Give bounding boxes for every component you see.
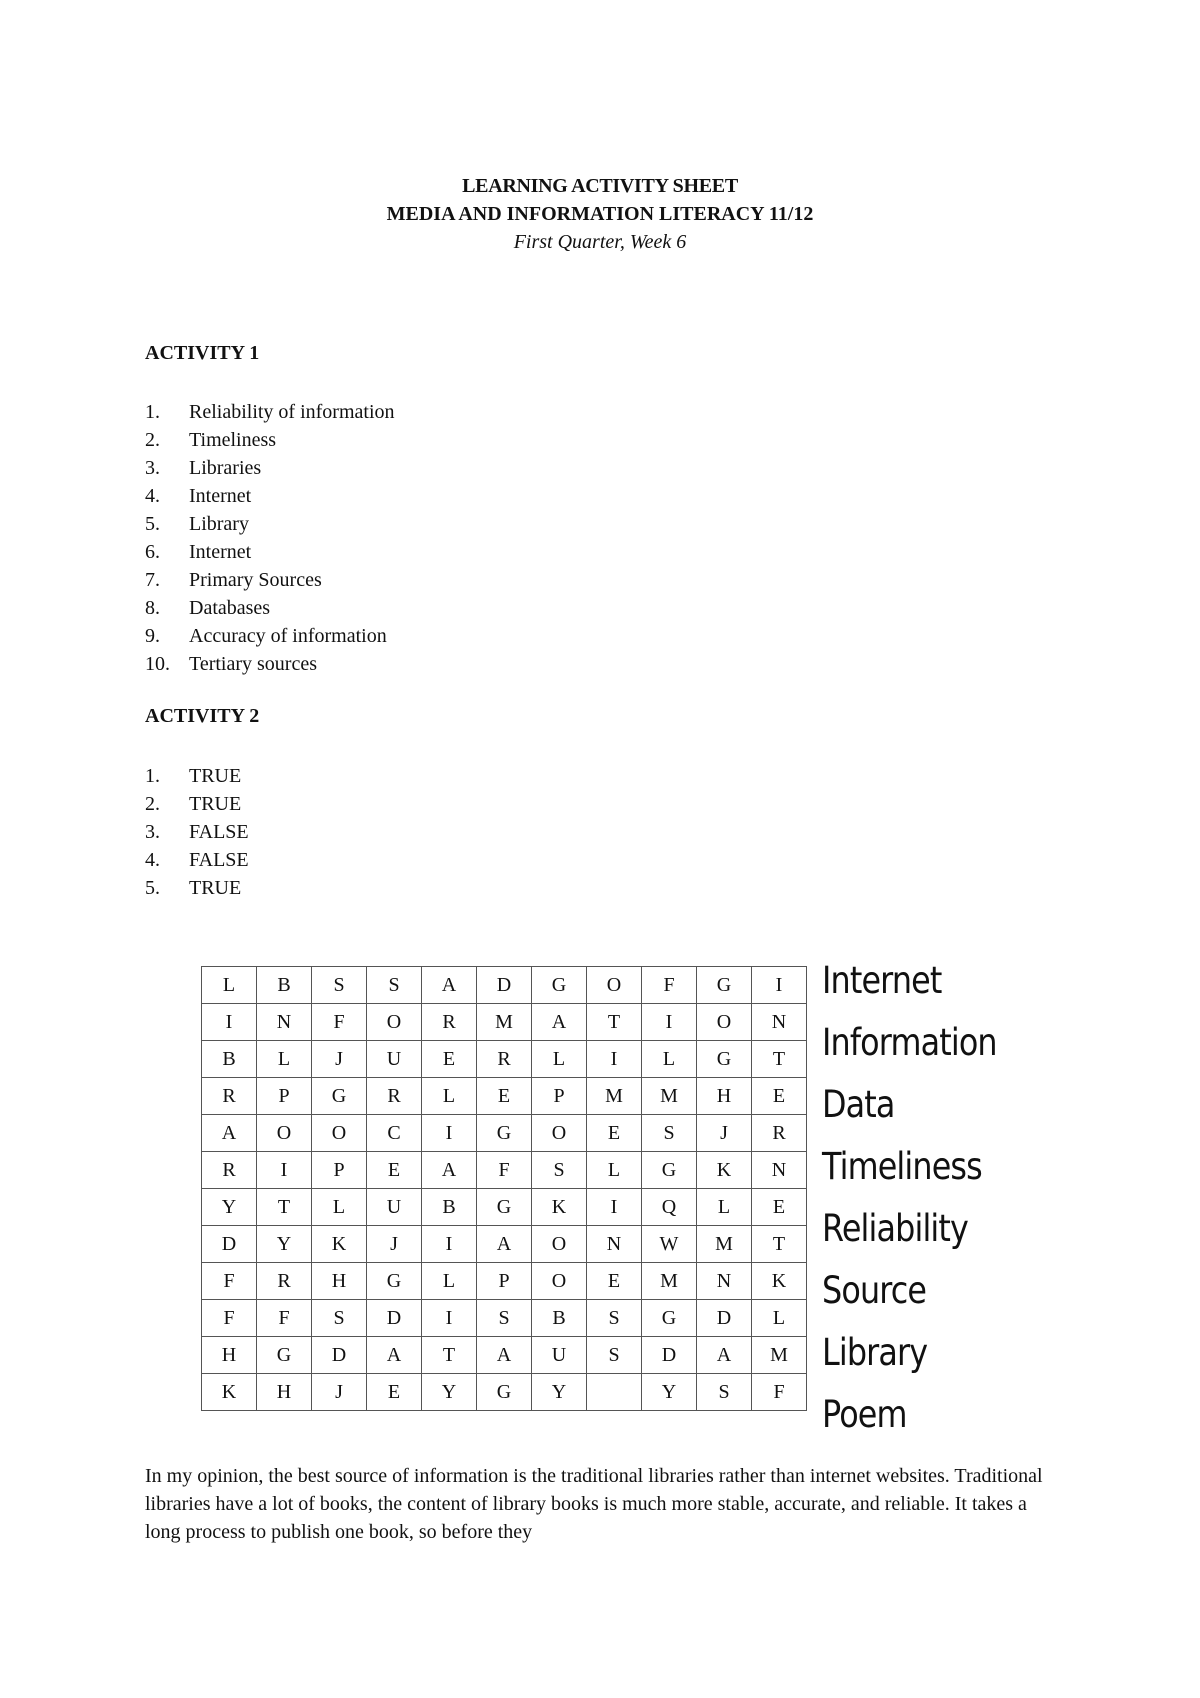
grid-cell: G: [532, 967, 587, 1004]
grid-cell: F: [202, 1263, 257, 1300]
grid-cell: D: [642, 1337, 697, 1374]
grid-cell: K: [312, 1226, 367, 1263]
grid-cell: L: [202, 967, 257, 1004]
grid-cell: L: [587, 1152, 642, 1189]
activity2-heading: ACTIVITY 2: [145, 705, 260, 727]
grid-row: [202, 1078, 807, 1115]
grid-cell: G: [477, 1374, 532, 1411]
grid-cell: I: [422, 1115, 477, 1152]
grid-cell: O: [587, 967, 642, 1004]
grid-cell: Y: [257, 1226, 312, 1263]
grid-cell: P: [532, 1078, 587, 1115]
grid-cell: P: [312, 1152, 367, 1189]
list-item: 9. Accuracy of information: [145, 625, 387, 647]
grid-cell: R: [752, 1115, 807, 1152]
grid-cell: O: [312, 1115, 367, 1152]
grid-cell: D: [312, 1337, 367, 1374]
grid-cell: I: [422, 1300, 477, 1337]
grid-cell: R: [422, 1004, 477, 1041]
grid-cell: E: [477, 1078, 532, 1115]
grid-cell: [587, 1374, 642, 1411]
grid-cell: N: [752, 1152, 807, 1189]
grid-cell: E: [367, 1374, 422, 1411]
grid-cell: U: [367, 1189, 422, 1226]
grid-row: [202, 1115, 807, 1152]
grid-cell: U: [367, 1041, 422, 1078]
grid-cell: E: [587, 1115, 642, 1152]
grid-row: [202, 1374, 807, 1411]
word-bank-item: Information: [822, 1021, 997, 1064]
list-item: 5. TRUE: [145, 877, 242, 899]
grid-cell: L: [752, 1300, 807, 1337]
grid-cell: G: [477, 1115, 532, 1152]
grid-cell: M: [587, 1078, 642, 1115]
list-item: 1. Reliability of information: [145, 401, 395, 423]
grid-cell: L: [257, 1041, 312, 1078]
grid-cell: E: [367, 1152, 422, 1189]
grid-cell: A: [697, 1337, 752, 1374]
grid-cell: L: [532, 1041, 587, 1078]
grid-cell: R: [477, 1041, 532, 1078]
grid-cell: N: [587, 1226, 642, 1263]
grid-cell: G: [642, 1300, 697, 1337]
document-header: [0, 172, 1200, 256]
grid-cell: T: [587, 1004, 642, 1041]
grid-cell: E: [422, 1041, 477, 1078]
grid-cell: K: [697, 1152, 752, 1189]
grid-cell: S: [587, 1300, 642, 1337]
grid-row: [202, 1189, 807, 1226]
grid-row: [202, 1263, 807, 1300]
grid-cell: N: [697, 1263, 752, 1300]
grid-cell: C: [367, 1115, 422, 1152]
list-item: 7. Primary Sources: [145, 569, 322, 591]
grid-cell: S: [532, 1152, 587, 1189]
grid-cell: S: [642, 1115, 697, 1152]
grid-cell: O: [257, 1115, 312, 1152]
grid-cell: A: [532, 1004, 587, 1041]
grid-cell: Y: [202, 1189, 257, 1226]
grid-cell: F: [642, 967, 697, 1004]
grid-cell: T: [752, 1226, 807, 1263]
list-item: 3. Libraries: [145, 457, 262, 479]
list-item: 5. Library: [145, 513, 249, 535]
grid-cell: K: [532, 1189, 587, 1226]
grid-cell: F: [477, 1152, 532, 1189]
grid-cell: D: [697, 1300, 752, 1337]
grid-cell: J: [312, 1374, 367, 1411]
grid-cell: W: [642, 1226, 697, 1263]
grid-cell: G: [697, 1041, 752, 1078]
essay-paragraph: In my opinion, the best source of information is the traditional libraries rather than internet websites. Traditional libraries have a lot of books, the content of library books is much more stable, accurate, and reliable. It takes a long process to publish one book, so before they: [145, 1465, 1043, 1543]
grid-row: [202, 1300, 807, 1337]
word-bank-item: Library: [822, 1331, 928, 1374]
grid-cell: Y: [422, 1374, 477, 1411]
grid-cell: O: [697, 1004, 752, 1041]
list-item: 4. FALSE: [145, 849, 249, 871]
grid-row: [202, 1337, 807, 1374]
grid-cell: L: [422, 1263, 477, 1300]
word-bank-item: Internet: [822, 959, 942, 1002]
quarter-label: First Quarter, Week 6: [513, 231, 687, 253]
list-item: 8. Databases: [145, 597, 271, 619]
word-bank-item: Source: [822, 1269, 927, 1312]
word-bank-item: Poem: [822, 1393, 907, 1436]
grid-cell: M: [642, 1078, 697, 1115]
grid-cell: A: [367, 1337, 422, 1374]
grid-cell: T: [422, 1337, 477, 1374]
list-item: 1. TRUE: [145, 765, 242, 787]
activity2-answer-list: [145, 762, 249, 902]
activity1-answer-list: [145, 398, 395, 678]
grid-cell: B: [532, 1300, 587, 1337]
grid-cell: K: [752, 1263, 807, 1300]
grid-cell: I: [257, 1152, 312, 1189]
grid-cell: H: [202, 1337, 257, 1374]
grid-cell: D: [477, 967, 532, 1004]
grid-cell: G: [257, 1337, 312, 1374]
grid-cell: A: [477, 1226, 532, 1263]
grid-cell: J: [367, 1226, 422, 1263]
grid-cell: G: [477, 1189, 532, 1226]
list-item: 2. TRUE: [145, 793, 242, 815]
grid-cell: L: [642, 1041, 697, 1078]
grid-cell: P: [257, 1078, 312, 1115]
grid-cell: B: [257, 967, 312, 1004]
grid-cell: P: [477, 1263, 532, 1300]
grid-row: [202, 1004, 807, 1041]
grid-cell: G: [367, 1263, 422, 1300]
grid-cell: G: [312, 1078, 367, 1115]
grid-cell: S: [477, 1300, 532, 1337]
grid-cell: N: [257, 1004, 312, 1041]
grid-cell: I: [587, 1189, 642, 1226]
grid-cell: D: [202, 1226, 257, 1263]
grid-cell: O: [532, 1226, 587, 1263]
grid-cell: I: [642, 1004, 697, 1041]
grid-cell: E: [752, 1189, 807, 1226]
grid-cell: S: [697, 1374, 752, 1411]
grid-cell: N: [752, 1004, 807, 1041]
grid-row: [202, 1226, 807, 1263]
grid-cell: J: [697, 1115, 752, 1152]
grid-cell: L: [422, 1078, 477, 1115]
list-item: 6. Internet: [145, 541, 252, 563]
grid-cell: L: [312, 1189, 367, 1226]
grid-cell: F: [752, 1374, 807, 1411]
word-bank: [822, 950, 1025, 1446]
grid-cell: Q: [642, 1189, 697, 1226]
grid-cell: T: [257, 1189, 312, 1226]
grid-cell: O: [367, 1004, 422, 1041]
grid-cell: S: [312, 967, 367, 1004]
grid-row: [202, 1041, 807, 1078]
grid-cell: B: [202, 1041, 257, 1078]
grid-cell: O: [532, 1115, 587, 1152]
grid-cell: O: [532, 1263, 587, 1300]
list-item: 2. Timeliness: [145, 429, 277, 451]
word-search-grid: [201, 966, 807, 1411]
subject-title: MEDIA AND INFORMATION LITERACY 11/12: [386, 203, 814, 225]
grid-cell: F: [257, 1300, 312, 1337]
grid-cell: F: [312, 1004, 367, 1041]
grid-cell: D: [367, 1300, 422, 1337]
sheet-title: LEARNING ACTIVITY SHEET: [462, 175, 738, 197]
grid-cell: I: [202, 1004, 257, 1041]
grid-cell: R: [202, 1078, 257, 1115]
list-item: 10. Tertiary sources: [145, 653, 317, 675]
grid-cell: R: [202, 1152, 257, 1189]
grid-cell: G: [697, 967, 752, 1004]
grid-cell: Y: [532, 1374, 587, 1411]
grid-cell: H: [697, 1078, 752, 1115]
grid-cell: I: [587, 1041, 642, 1078]
grid-cell: T: [752, 1041, 807, 1078]
grid-cell: K: [202, 1374, 257, 1411]
grid-cell: F: [202, 1300, 257, 1337]
grid-cell: R: [367, 1078, 422, 1115]
grid-cell: I: [752, 967, 807, 1004]
grid-cell: A: [477, 1337, 532, 1374]
activity1-heading: ACTIVITY 1: [145, 342, 260, 364]
grid-cell: B: [422, 1189, 477, 1226]
word-bank-item: Reliability: [822, 1207, 969, 1250]
grid-cell: A: [422, 1152, 477, 1189]
grid-cell: E: [587, 1263, 642, 1300]
grid-cell: M: [697, 1226, 752, 1263]
word-bank-item: Data: [822, 1083, 895, 1126]
grid-cell: A: [422, 967, 477, 1004]
grid-cell: S: [312, 1300, 367, 1337]
grid-cell: U: [532, 1337, 587, 1374]
grid-row: [202, 967, 807, 1004]
grid-cell: S: [587, 1337, 642, 1374]
grid-cell: M: [642, 1263, 697, 1300]
grid-cell: I: [422, 1226, 477, 1263]
grid-row: [202, 1152, 807, 1189]
list-item: 4. Internet: [145, 485, 252, 507]
grid-cell: J: [312, 1041, 367, 1078]
grid-cell: Y: [642, 1374, 697, 1411]
grid-cell: S: [367, 967, 422, 1004]
list-item: 3. FALSE: [145, 821, 249, 843]
word-bank-item: Timeliness: [822, 1145, 982, 1188]
grid-cell: A: [202, 1115, 257, 1152]
grid-cell: L: [697, 1189, 752, 1226]
grid-cell: H: [257, 1374, 312, 1411]
grid-cell: M: [477, 1004, 532, 1041]
grid-cell: R: [257, 1263, 312, 1300]
grid-cell: G: [642, 1152, 697, 1189]
grid-cell: E: [752, 1078, 807, 1115]
grid-cell: H: [312, 1263, 367, 1300]
grid-cell: M: [752, 1337, 807, 1374]
